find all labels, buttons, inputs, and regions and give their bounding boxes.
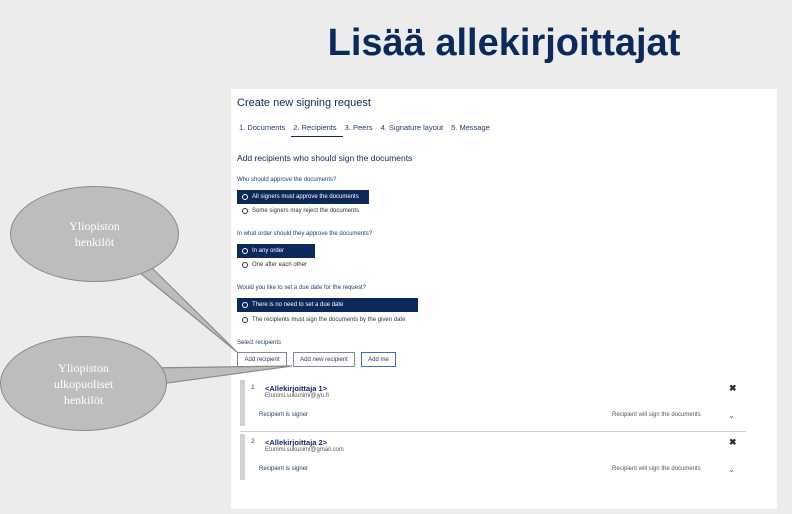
recipient-role[interactable]: Recipient is signer [259,412,309,418]
internal-callout [10,186,179,282]
external-callout [0,336,167,431]
due-date-question: Would you like to set a due date for the request? [237,285,366,291]
close-icon[interactable]: ✖ [729,383,737,393]
tab-signature-layout[interactable]: 4. Signature layout [380,123,444,132]
recipient-name: <Allekirjoittaja 2> [265,438,328,447]
option-label: The recipients must sign the documents by the given date [252,317,406,323]
recipient-name: <Allekirjoittaja 1> [265,384,328,393]
recipient-number: 1 [251,384,255,391]
section-heading: Add recipients who should sign the documents [237,153,413,163]
tab-recipients[interactable]: 2. Recipients [291,123,342,137]
add-new-recipient-button[interactable]: Add new recipient [293,352,355,367]
slide-title: Lisää allekirjoittajat [327,22,681,64]
tab-message[interactable]: 5. Message [451,123,490,132]
recipient-email: Etunimi.sukunimi@jyu.fi [265,393,329,399]
recipient-role[interactable]: Recipient is signer [259,466,309,472]
close-icon[interactable]: ✖ [729,437,737,447]
external-callout-text: Yliopiston ulkopuoliset henkilöt [53,360,114,407]
option-label: One after each other [252,262,308,268]
option-label: There is no need to set a due date [252,302,344,308]
add-recipient-button[interactable]: Add recipient [237,352,287,367]
chevron-down-icon[interactable]: ⌄ [728,411,735,420]
recipient-action: Recipient will sign the documents [612,466,701,472]
order-question: In what order should they approve the documents? [237,231,373,237]
tab-documents[interactable]: 1. Documents [239,123,286,132]
option-label: Some signers may reject the documents [252,208,360,214]
tab-peers[interactable]: 3. Peers [344,123,373,132]
external-callout-pointer [150,366,292,384]
page-title: Create new signing request [237,97,371,109]
add-me-button[interactable]: Add me [361,352,396,367]
chevron-down-icon[interactable]: ⌄ [728,465,735,474]
recipient-action: Recipient will sign the documents [612,412,701,418]
select-recipients-label: Select recipients [237,340,282,346]
option-label: In any order [252,248,285,254]
option-label: All signers must approve the documents [252,194,359,200]
recipient-email: Etunimi.sukunimi@gmail.com [265,447,344,453]
internal-callout-text: Yliopiston henkilöt [69,219,120,249]
recipient-number: 2 [251,438,255,445]
approval-question: Who should approve the documents? [237,177,337,183]
